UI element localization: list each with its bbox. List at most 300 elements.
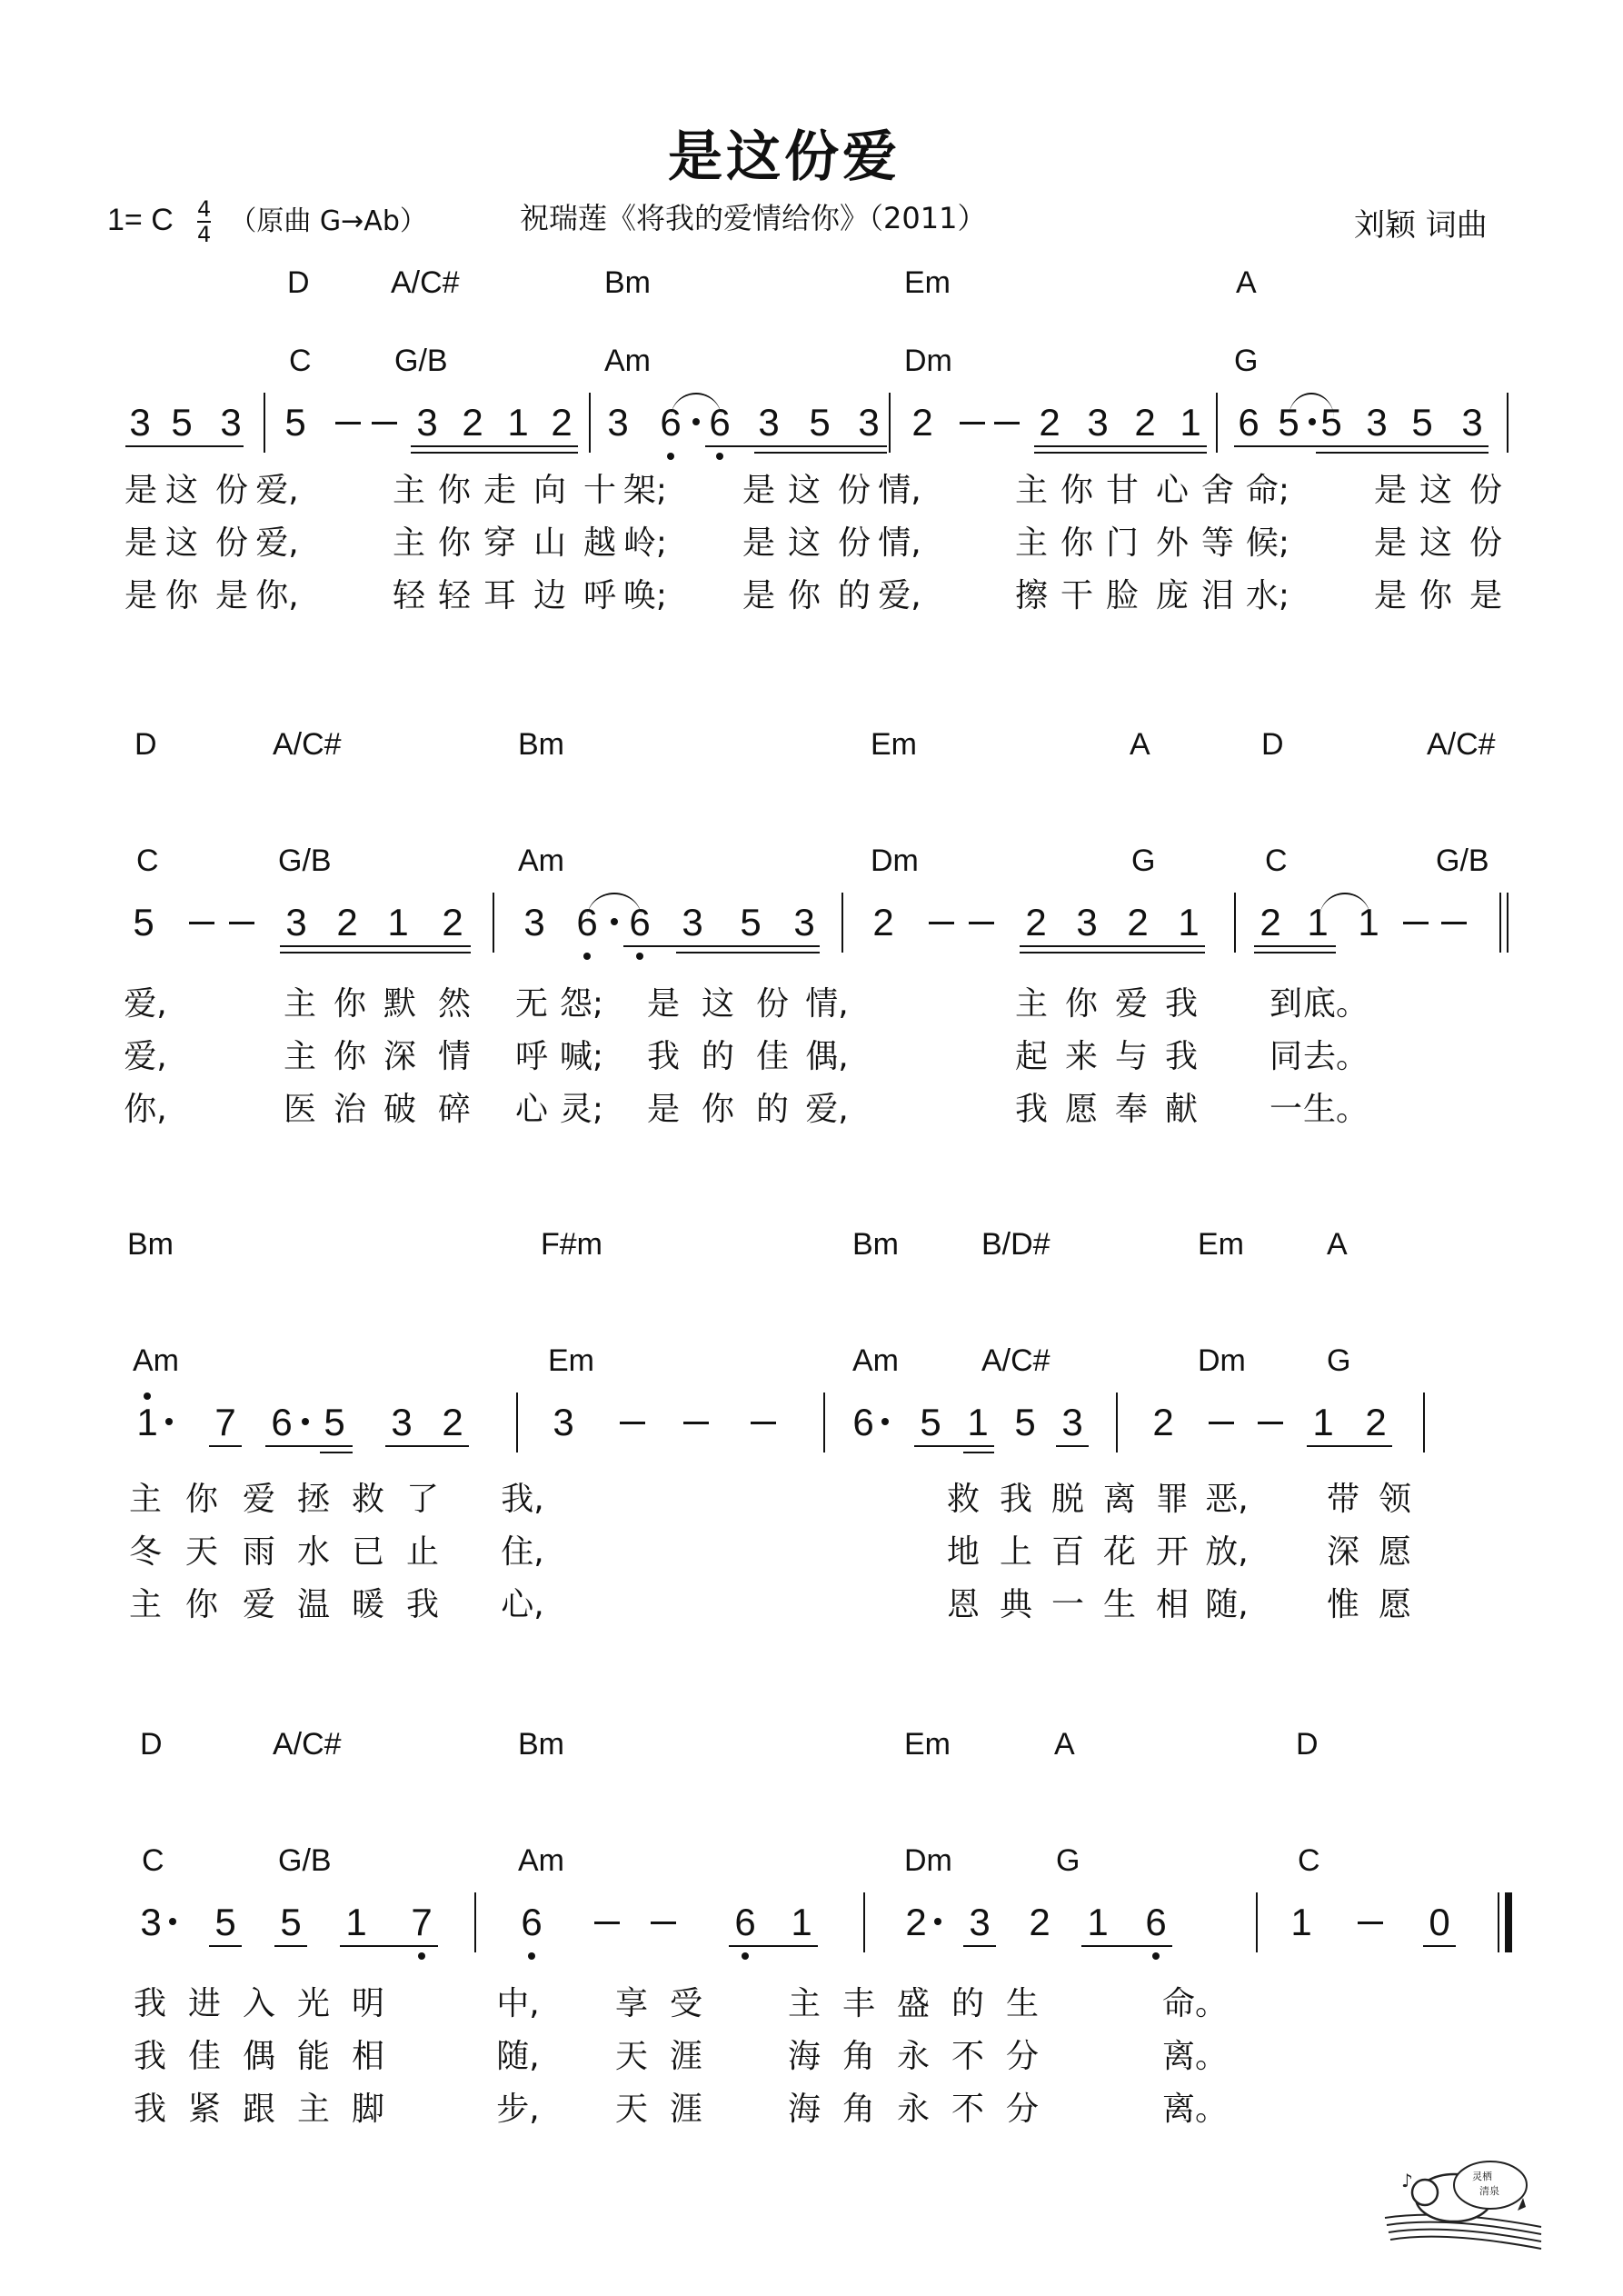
lyric-syllable: 情, — [878, 524, 921, 562]
lyric-syllable: 主 — [1014, 985, 1049, 1023]
note: 5 — [740, 901, 762, 943]
lyric-syllable: 步, — [496, 2091, 540, 2128]
lyric-syllable: 我 — [133, 2091, 167, 2128]
chord: Em — [548, 1343, 594, 1378]
note: 6 — [271, 1401, 293, 1443]
chord: D — [140, 1727, 163, 1762]
lyric-syllable: 边 — [533, 577, 567, 614]
chord: Bm — [518, 1727, 564, 1762]
note: 5 — [171, 401, 193, 444]
note: 3 — [391, 1401, 413, 1443]
chord: D — [1261, 727, 1284, 762]
lyric-syllable: 甘 — [1105, 472, 1140, 509]
lyric-syllable: 轻 — [437, 577, 472, 614]
note: 6 — [576, 901, 598, 943]
lyric-syllable: 生 — [1005, 1985, 1040, 2022]
note: 5 — [1411, 401, 1433, 444]
lyric-syllable: 你 — [701, 1091, 735, 1128]
chord: G/B — [278, 844, 332, 878]
note: 3 — [969, 1901, 991, 1943]
lyric-syllable: 我 — [1164, 985, 1199, 1023]
note: 0 — [1429, 1901, 1450, 1943]
note: 1 — [136, 1401, 158, 1443]
lyric-syllable: 你 — [333, 1038, 367, 1075]
note: 2 — [1127, 901, 1149, 943]
lyric-syllable: 破 — [383, 1091, 417, 1128]
lyric-syllable: 的 — [755, 1091, 790, 1128]
chord: Bm — [127, 1227, 174, 1262]
lyric-syllable: 是 — [1469, 577, 1503, 614]
note: 6 — [852, 1401, 874, 1443]
lyric-syllable: 是 — [742, 524, 776, 562]
lyric-syllable: 外 — [1155, 524, 1190, 562]
lyric-syllable: 是 — [742, 472, 776, 509]
lyric-syllable: 入 — [242, 1985, 276, 2022]
staff-system-2 — [118, 891, 1518, 963]
lyric-syllable: 默 — [383, 985, 417, 1023]
note: 3 — [793, 901, 815, 943]
note: 6 — [709, 401, 731, 444]
chord: Am — [604, 344, 651, 378]
lyric-syllable: 爱 — [1114, 985, 1149, 1023]
lyric-syllable: 脚 — [351, 2091, 385, 2128]
note: 3 — [1076, 901, 1098, 943]
lyric-syllable: 拯 — [296, 1481, 331, 1518]
lyric-syllable: 与 — [1114, 1038, 1149, 1075]
lyric-syllable: 我 — [405, 1586, 440, 1623]
lyric-syllable: 十 — [582, 472, 617, 509]
lyric-syllable: 一 — [1050, 1586, 1085, 1623]
note: 1 — [1087, 1901, 1109, 1943]
note: 6 — [521, 1901, 543, 1943]
chord: G/B — [394, 344, 448, 378]
lyric-syllable: 你 — [164, 577, 199, 614]
lyric-syllable: 主 — [128, 1586, 163, 1623]
lyric-syllable: 享 — [614, 1985, 649, 2022]
lyric-syllable: 离。 — [1161, 2091, 1229, 2128]
note: 6 — [734, 1901, 756, 1943]
original-key: （原曲 G→Ab） — [229, 205, 427, 237]
note: 2 — [1260, 901, 1281, 943]
lyric-syllable: 是 — [1373, 524, 1408, 562]
lyric-syllable: 这 — [787, 524, 821, 562]
lyric-syllable: 灵; — [559, 1091, 604, 1128]
lyric-syllable: 花 — [1102, 1533, 1137, 1571]
lyric-syllable: 天 — [614, 2038, 649, 2075]
staff-system-1 — [118, 391, 1518, 464]
note: 5 — [133, 901, 154, 943]
lyric-syllable: 候; — [1245, 524, 1290, 562]
note: 1 — [1180, 401, 1201, 444]
lyric-syllable: 情, — [878, 472, 921, 509]
chord: A/C# — [273, 1727, 342, 1762]
chord: Dm — [1198, 1343, 1246, 1378]
chord: C — [1298, 1843, 1320, 1878]
lyric-syllable: 海 — [787, 2038, 821, 2075]
lyric-syllable: 你 — [1060, 524, 1094, 562]
lyric-syllable: 盛 — [896, 1985, 931, 2022]
lyric-syllable: 喊; — [559, 1038, 604, 1075]
lyric-syllable: 命。 — [1161, 1985, 1229, 2022]
lyric-syllable: 跟 — [242, 2091, 276, 2128]
lyric-syllable: 是 — [742, 577, 776, 614]
song-title: 是这份爱 — [668, 125, 901, 189]
lyric-syllable: 是 — [1373, 577, 1408, 614]
lyric-syllable: 的 — [701, 1038, 735, 1075]
lyric-syllable: 份 — [214, 524, 249, 562]
chord: A — [1130, 727, 1150, 762]
lyric-syllable: 架; — [622, 472, 668, 509]
lyric-syllable: 涯 — [669, 2091, 703, 2128]
lyric-syllable: 主 — [787, 1985, 821, 2022]
lyric-syllable: 角 — [841, 2038, 876, 2075]
note: 2 — [442, 901, 463, 943]
lyric-syllable: 等 — [1200, 524, 1235, 562]
chord: B/D# — [981, 1227, 1050, 1262]
lyric-syllable: 轻 — [392, 577, 426, 614]
lyric-syllable: 我 — [1014, 1091, 1049, 1128]
lyric-syllable: 相 — [1155, 1586, 1190, 1623]
lyric-syllable: 脱 — [1050, 1481, 1085, 1518]
note: 2 — [905, 1901, 927, 1943]
note: 2 — [1134, 401, 1156, 444]
note: 6 — [1238, 401, 1260, 444]
lyric-syllable: 的 — [837, 577, 871, 614]
lyric-syllable: 永 — [896, 2091, 931, 2128]
lyric-syllable: 主 — [1014, 524, 1049, 562]
note: 2 — [1025, 901, 1047, 943]
staff-system-3 — [118, 1391, 1518, 1463]
lyric-syllable: 这 — [164, 524, 199, 562]
note: 2 — [551, 401, 573, 444]
lyric-syllable: 你 — [1064, 985, 1099, 1023]
note: 3 — [285, 901, 307, 943]
note: 3 — [682, 901, 703, 943]
lyric-syllable: 心, — [501, 1586, 544, 1623]
lyric-syllable: 放, — [1205, 1533, 1249, 1571]
lyric-syllable: 你 — [184, 1586, 219, 1623]
lyric-syllable: 愿 — [1378, 1533, 1412, 1571]
chord: Dm — [904, 344, 952, 378]
chord: G/B — [1436, 844, 1489, 878]
lyric-syllable: 随, — [1205, 1586, 1249, 1623]
lyric-syllable: 离。 — [1161, 2038, 1229, 2075]
lyric-syllable: 主 — [283, 985, 317, 1023]
lyric-syllable: 开 — [1155, 1533, 1190, 1571]
lyric-syllable: 明 — [351, 1985, 385, 2022]
lyric-syllable: 这 — [1419, 524, 1453, 562]
note: 3 — [140, 1901, 162, 1943]
lyric-syllable: 治 — [333, 1091, 367, 1128]
chord: Em — [904, 1727, 951, 1762]
note: 1 — [345, 1901, 367, 1943]
note: 3 — [1366, 401, 1388, 444]
note: 3 — [607, 401, 629, 444]
lyric-syllable: 天 — [184, 1533, 219, 1571]
lyric-syllable: 你, — [255, 577, 299, 614]
note: 5 — [284, 401, 306, 444]
lyric-syllable: 天 — [614, 2091, 649, 2128]
note: 2 — [1039, 401, 1060, 444]
lyric-syllable: 舍 — [1200, 472, 1235, 509]
lyric-syllable: 泪 — [1200, 577, 1235, 614]
lyric-syllable: 门 — [1105, 524, 1140, 562]
note: 3 — [858, 401, 880, 444]
lyric-syllable: 已 — [351, 1533, 385, 1571]
lyric-syllable: 去。 — [1302, 1038, 1369, 1075]
lyric-syllable: 我 — [646, 1038, 681, 1075]
lyric-syllable: 爱, — [124, 1038, 167, 1075]
lyric-syllable: 怨; — [559, 985, 604, 1023]
lyric-syllable: 主 — [283, 1038, 317, 1075]
note: 3 — [1061, 1401, 1083, 1443]
svg-text:清泉: 清泉 — [1479, 2185, 1499, 2197]
lyric-syllable: 永 — [896, 2038, 931, 2075]
lyric-syllable: 海 — [787, 2091, 821, 2128]
lyric-syllable: 我, — [501, 1481, 544, 1518]
lyric-syllable: 百 — [1050, 1533, 1085, 1571]
note: 3 — [220, 401, 242, 444]
note: 7 — [411, 1901, 433, 1943]
lyric-syllable: 爱, — [878, 577, 921, 614]
chord: A — [1327, 1227, 1348, 1262]
lyric-syllable: 你 — [184, 1481, 219, 1518]
svg-text:♪: ♪ — [1401, 2170, 1413, 2191]
time-signature-bottom: 4 — [196, 222, 212, 247]
lyric-syllable: 愿 — [1064, 1091, 1099, 1128]
note: 1 — [967, 1401, 989, 1443]
lyric-syllable: 碎 — [437, 1091, 472, 1128]
note: 1 — [1178, 901, 1200, 943]
chord: A/C# — [981, 1343, 1050, 1378]
lyric-syllable: 主 — [392, 524, 426, 562]
chord: Dm — [904, 1843, 952, 1878]
lyric-syllable: 岭; — [622, 524, 668, 562]
lyric-syllable: 你 — [1060, 472, 1094, 509]
lyric-syllable: 止 — [405, 1533, 440, 1571]
chord: C — [289, 344, 312, 378]
lyric-syllable: 受 — [669, 1985, 703, 2022]
key-label: 1= C — [107, 203, 174, 237]
lyric-syllable: 温 — [296, 1586, 331, 1623]
note: 3 — [1461, 401, 1483, 444]
note: 1 — [1307, 901, 1329, 943]
lyric-syllable: 你, — [124, 1091, 167, 1128]
chord: A/C# — [273, 727, 342, 762]
lyric-syllable: 主 — [128, 1481, 163, 1518]
lyric-syllable: 不 — [951, 2038, 985, 2075]
lyric-syllable: 爱, — [124, 985, 167, 1023]
lyric-syllable: 然 — [437, 985, 472, 1023]
lyric-syllable: 一 — [1269, 1091, 1303, 1128]
lyric-syllable: 无 — [514, 985, 549, 1023]
lyric-syllable: 随, — [496, 2038, 540, 2075]
lyric-syllable: 罪 — [1155, 1481, 1190, 1518]
lyric-syllable: 爱 — [242, 1586, 276, 1623]
note: 2 — [442, 1401, 463, 1443]
lyric-syllable: 深 — [383, 1038, 417, 1075]
lyric-syllable: 呼 — [582, 577, 617, 614]
lyric-syllable: 住, — [501, 1533, 544, 1571]
note: 2 — [1029, 1901, 1050, 1943]
lyric-syllable: 心 — [1155, 472, 1190, 509]
note: 1 — [1290, 1901, 1312, 1943]
lyric-syllable: 愿 — [1378, 1586, 1412, 1623]
lyric-syllable: 穿 — [483, 524, 517, 562]
note: 6 — [1145, 1901, 1167, 1943]
chord: G — [1327, 1343, 1351, 1378]
lyric-syllable: 同 — [1269, 1038, 1303, 1075]
lyric-syllable: 你 — [437, 472, 472, 509]
note: 5 — [324, 1401, 345, 1443]
lyric-syllable: 丰 — [841, 1985, 876, 2022]
chord: Am — [518, 1843, 564, 1878]
note: 1 — [507, 401, 529, 444]
chord: Bm — [852, 1227, 899, 1262]
chord: Bm — [604, 265, 651, 300]
chord: C — [142, 1843, 164, 1878]
lyric-syllable: 这 — [701, 985, 735, 1023]
lyric-syllable: 我 — [133, 2038, 167, 2075]
note: 5 — [920, 1401, 941, 1443]
lyric-syllable: 山 — [533, 524, 567, 562]
lyric-syllable: 脸 — [1105, 577, 1140, 614]
note: 5 — [1320, 401, 1342, 444]
note: 2 — [872, 901, 894, 943]
lyric-syllable: 光 — [296, 1985, 331, 2022]
lyric-syllable: 你 — [1419, 577, 1453, 614]
lyric-syllable: 这 — [1419, 472, 1453, 509]
lyric-syllable: 是 — [124, 472, 158, 509]
lyric-syllable: 涯 — [669, 2038, 703, 2075]
chord: Em — [904, 265, 951, 300]
lyric-syllable: 是 — [1373, 472, 1408, 509]
chord: Am — [518, 844, 564, 878]
time-signature — [197, 198, 211, 245]
lyric-syllable: 份 — [1469, 524, 1503, 562]
note: 7 — [214, 1401, 236, 1443]
chord: Am — [133, 1343, 179, 1378]
note: 1 — [791, 1901, 812, 1943]
lyric-syllable: 不 — [951, 2091, 985, 2128]
note: 5 — [280, 1901, 302, 1943]
chord: G — [1056, 1843, 1080, 1878]
lyric-syllable: 水; — [1245, 577, 1290, 614]
lyric-syllable: 领 — [1378, 1481, 1412, 1518]
note: 1 — [387, 901, 409, 943]
lyric-syllable: 相 — [351, 2038, 385, 2075]
lyric-syllable: 冬 — [128, 1533, 163, 1571]
lyric-syllable: 是 — [124, 524, 158, 562]
chord: C — [136, 844, 159, 878]
lyric-syllable: 紧 — [187, 2091, 222, 2128]
svg-text:灵栖: 灵栖 — [1472, 2171, 1492, 2182]
lyric-syllable: 走 — [483, 472, 517, 509]
lyric-syllable: 我 — [1164, 1038, 1199, 1075]
lyric-syllable: 越 — [582, 524, 617, 562]
lyric-syllable: 佳 — [755, 1038, 790, 1075]
lyric-syllable: 是 — [214, 577, 249, 614]
chord: A — [1236, 265, 1257, 300]
note: 2 — [336, 901, 358, 943]
note: 6 — [660, 401, 682, 444]
lyric-syllable: 来 — [1064, 1038, 1099, 1075]
lyric-syllable: 偶, — [805, 1038, 849, 1075]
lyric-syllable: 你 — [437, 524, 472, 562]
note: 5 — [809, 401, 831, 444]
note: 6 — [629, 901, 651, 943]
chord: G — [1131, 844, 1156, 878]
time-signature-top: 4 — [196, 196, 212, 222]
lyric-syllable: 你 — [787, 577, 821, 614]
lyric-syllable: 爱 — [242, 1481, 276, 1518]
lyric-syllable: 分 — [1005, 2038, 1040, 2075]
note: 5 — [214, 1901, 236, 1943]
lyric-syllable: 擦 — [1014, 577, 1049, 614]
chord: D — [1296, 1727, 1319, 1762]
chord: Bm — [518, 727, 564, 762]
author-credit: 刘颖 词曲 — [1354, 207, 1488, 244]
lyric-syllable: 份 — [755, 985, 790, 1023]
lyric-syllable: 情, — [805, 985, 849, 1023]
note: 1 — [1358, 901, 1379, 943]
key-signature-line — [107, 198, 427, 245]
lyric-syllable: 的 — [951, 1985, 985, 2022]
lyric-syllable: 奉 — [1114, 1091, 1149, 1128]
lyric-syllable: 恶, — [1205, 1481, 1249, 1518]
lyric-syllable: 爱, — [255, 524, 299, 562]
note: 1 — [1312, 1401, 1334, 1443]
lyric-syllable: 惟 — [1326, 1586, 1360, 1623]
note: 3 — [523, 901, 545, 943]
note: 3 — [553, 1401, 574, 1443]
note: 2 — [1152, 1401, 1174, 1443]
sheep-logo-icon — [1381, 2154, 1545, 2254]
lyric-syllable: 深 — [1326, 1533, 1360, 1571]
lyric-syllable: 份 — [214, 472, 249, 509]
lyric-syllable: 救 — [351, 1481, 385, 1518]
chord: Em — [1198, 1227, 1244, 1262]
lyric-syllable: 恩 — [946, 1586, 981, 1623]
lyric-syllable: 份 — [837, 472, 871, 509]
lyric-syllable: 是 — [124, 577, 158, 614]
note: 2 — [462, 401, 483, 444]
lyric-syllable: 唤; — [622, 577, 668, 614]
lyric-syllable: 主 — [392, 472, 426, 509]
chord: Em — [871, 727, 917, 762]
lyric-syllable: 份 — [1469, 472, 1503, 509]
lyric-syllable: 佳 — [187, 2038, 222, 2075]
chord: G — [1234, 344, 1259, 378]
chord: Dm — [871, 844, 919, 878]
note: 5 — [1278, 401, 1299, 444]
lyric-syllable: 心 — [514, 1091, 549, 1128]
lyric-syllable: 庞 — [1155, 577, 1190, 614]
lyric-syllable: 情 — [437, 1038, 472, 1075]
chord: A/C# — [1427, 727, 1496, 762]
lyric-syllable: 到 — [1269, 985, 1303, 1023]
chord: G/B — [278, 1843, 332, 1878]
lyric-syllable: 主 — [296, 2091, 331, 2128]
lyric-syllable: 是 — [646, 1091, 681, 1128]
lyric-syllable: 分 — [1005, 2091, 1040, 2128]
chord: A — [1054, 1727, 1075, 1762]
lyric-syllable: 医 — [283, 1091, 317, 1128]
lyric-syllable: 进 — [187, 1985, 222, 2022]
lyric-syllable: 中, — [496, 1985, 540, 2022]
lyric-syllable: 献 — [1164, 1091, 1199, 1128]
lyric-syllable: 地 — [946, 1533, 981, 1571]
